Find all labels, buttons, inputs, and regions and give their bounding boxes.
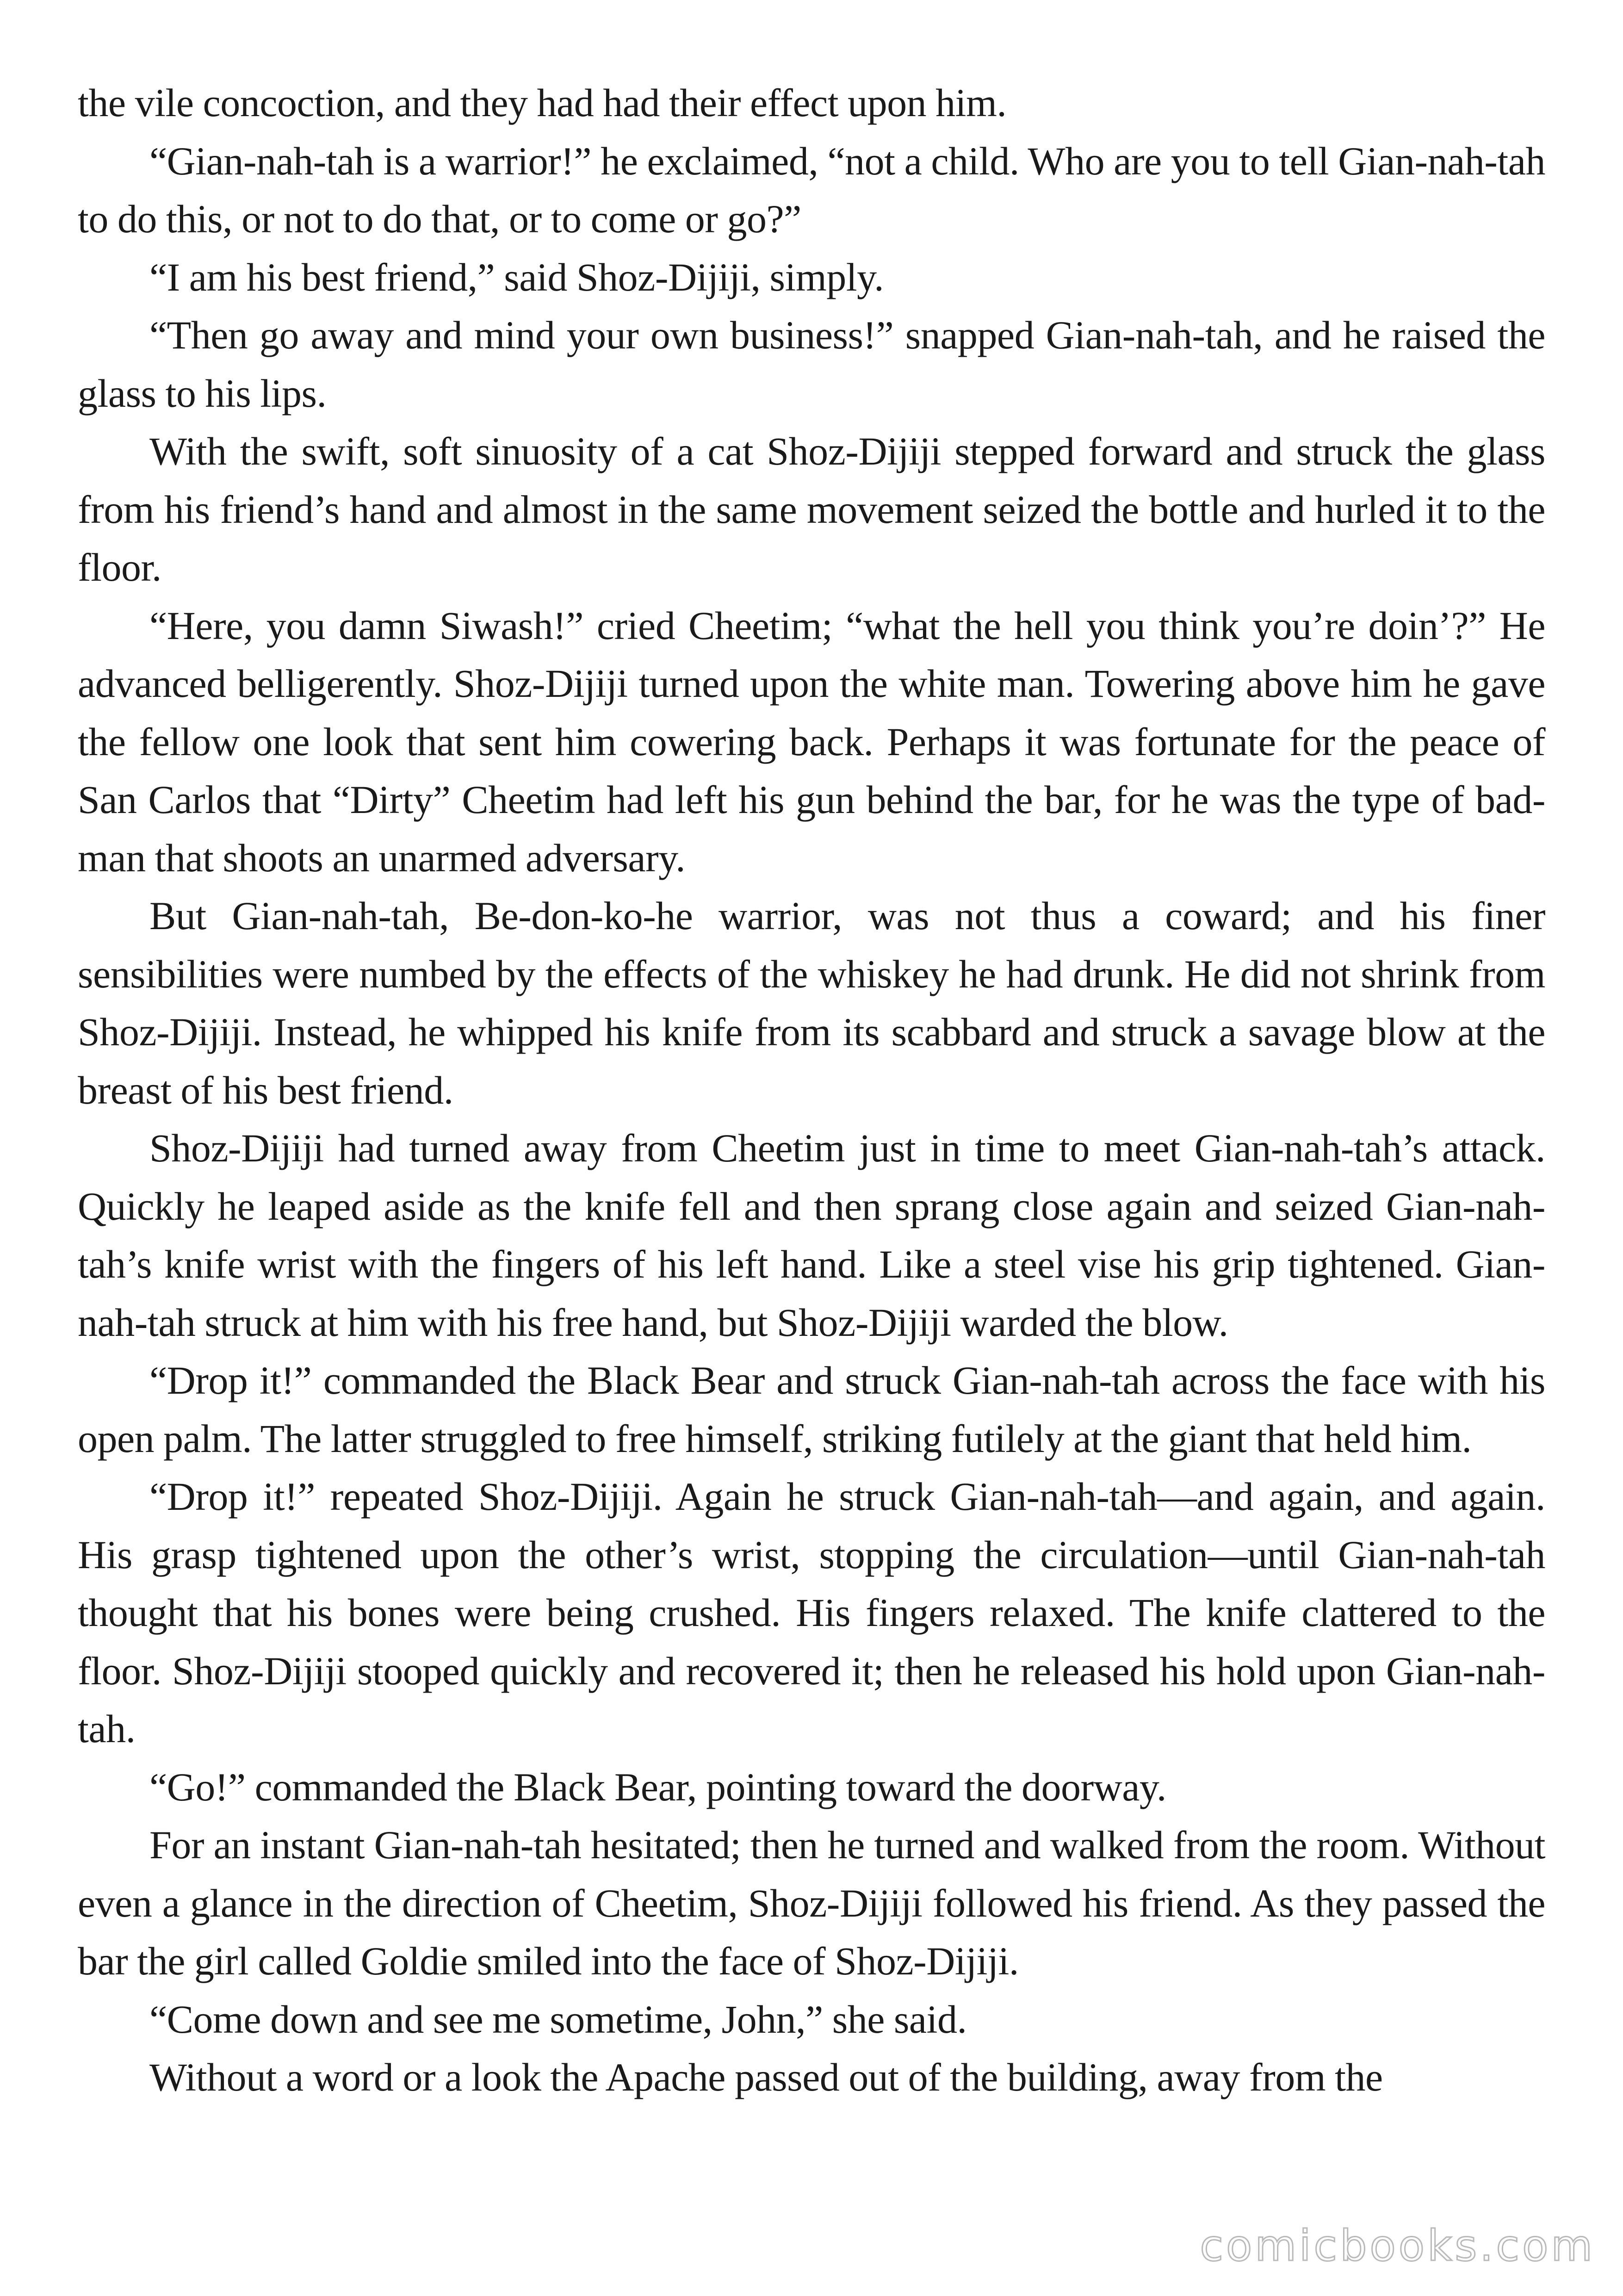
paragraph-5: With the swift, soft sinuosity of a cat Shoz-Dijiji stepped forward and struck the glass from his friend’s hand and almost in the same movement seized the bottle and hurled it to the floor.: [78, 429, 1545, 590]
paragraph-2: “Gian-nah-tah is a warrior!” he exclaimed, “not a child. Who are you to tell Gian-nah-tah to do this, or not to do that, or to come or go?”: [78, 138, 1545, 241]
paragraph-7: But Gian-nah-tah, Be-don-ko-he warrior, was not thus a coward; and his finer sensibilities were numbed by the effects of the whiskey he had drunk. He did not shrink from Shoz-Dijiji. Instead, he whipped his knife from its scabbard and struck a savage blow at the breast of his best friend.: [78, 894, 1545, 1112]
paragraph-10: “Drop it!” repeated Shoz-Dijiji. Again he struck Gian-nah-tah—and again, and again. His grasp tightened upon the other’s wrist, stopping the circulation—until Gian-nah-tah thought that his bones were being crushed. His fingers relaxed. The knife clattered to the floor. Shoz-Dijiji stooped quickly and recovered it; then he released his hold upon Gian-nah-tah.: [78, 1474, 1545, 1751]
paragraph-13: “Come down and see me sometime, John,” she said.: [149, 1997, 967, 2042]
paragraph-8: Shoz-Dijiji had turned away from Cheetim just in time to meet Gian-nah-tah’s attack. Quickly he leaped aside as the knife fell and then sprang close again and seized Gian-nah-tah’s knife wrist with the fingers of his left hand. Like a steel vise his grip tightened. Gian-nah-tah struck at him with his free hand, but Shoz-Dijiji warded the blow.: [78, 1126, 1545, 1345]
watermark: comicbooks.com: [1200, 2221, 1595, 2271]
paragraph-14: Without a word or a look the Apache passed out of the building, away from the: [149, 2055, 1383, 2099]
paragraph-9: “Drop it!” commanded the Black Bear and struck Gian-nah-tah across the face with his open palm. The latter struggled to free himself, striking futilely at the giant that held him.: [78, 1358, 1545, 1461]
paragraph-1: the vile concoction, and they had had their effect upon him.: [78, 81, 1007, 125]
paragraph-4: “Then go away and mind your own business!” snapped Gian-nah-tah, and he raised the glass to his lips.: [78, 313, 1545, 416]
body-text: [78, 74, 1545, 2107]
paragraph-11: “Go!” commanded the Black Bear, pointing toward the doorway.: [149, 1764, 1166, 1809]
paragraph-12: For an instant Gian-nah-tah hesitated; then he turned and walked from the room. Without even a glance in the direction of Cheetim, Shoz-Dijiji followed his friend. As they passed the bar the girl called Goldie smiled into the face of Shoz-Dijiji.: [78, 1823, 1545, 1983]
paragraph-3: “I am his best friend,” said Shoz-Dijiji, simply.: [149, 254, 884, 299]
paragraph-6: “Here, you damn Siwash!” cried Cheetim; “what the hell you think you’re doin’?” He advanced belligerently. Shoz-Dijiji turned upon the white man. Towering above him he gave the fellow one look that sent him cowering back. Perhaps it was fortunate for the peace of San Carlos that “Dirty” Cheetim had left his gun behind the bar, for he was the type of bad-man that shoots an unarmed adversary.: [78, 603, 1545, 880]
